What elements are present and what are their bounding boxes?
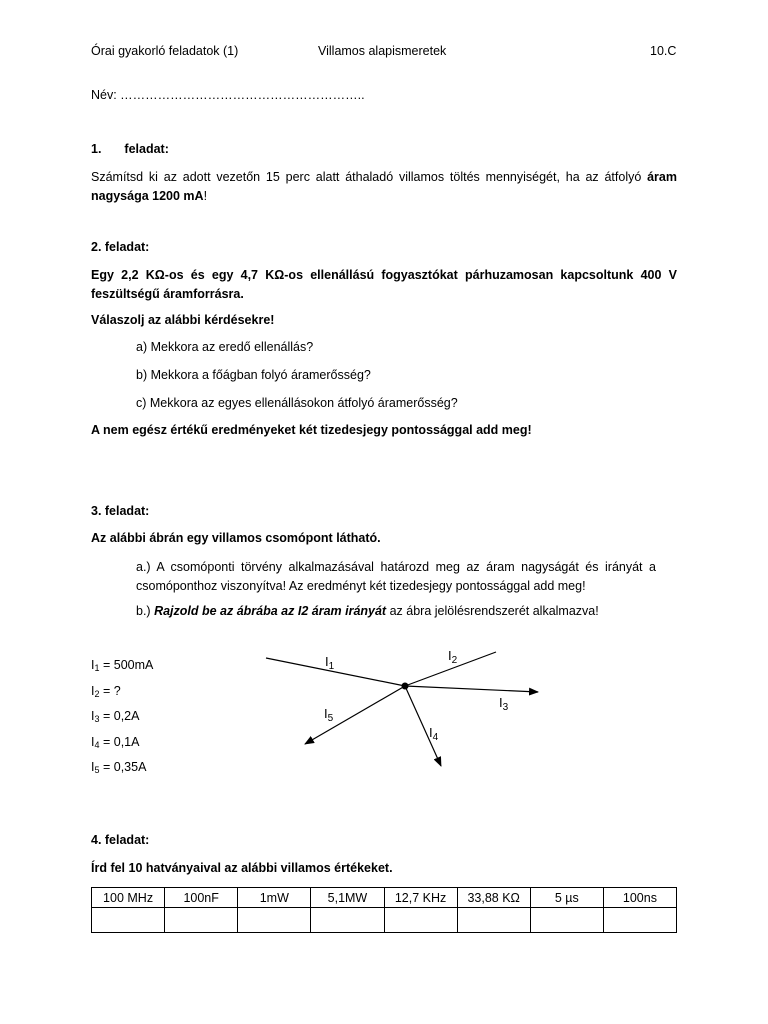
- diagram-label-i4: $I_4$: [429, 725, 439, 743]
- value-cell: 100 MHz: [92, 888, 165, 908]
- value-cell: 5,1MW: [311, 888, 384, 908]
- answer-cell[interactable]: [165, 908, 238, 933]
- task3-title: 3. feladat:: [91, 504, 150, 518]
- diagram-label-i3: $I_3$: [499, 695, 509, 713]
- task3-item-b-suffix: az ábra jelölésrendszerét alkalmazva!: [386, 604, 599, 618]
- task3-item-b-prefix: b.): [136, 604, 155, 618]
- task2-question-c: c) Mekkora az egyes ellenállásokon átfolyó áramerősség?: [136, 396, 458, 410]
- answer-cell[interactable]: [457, 908, 530, 933]
- task1-number: 1.: [91, 142, 102, 156]
- node-diagram: [250, 640, 550, 770]
- task2-statement: Egy 2,2 KΩ-os és egy 4,7 KΩ-os ellenállású fogyasztókat párhuzamosan kapcsoltunk 400 V feszültségű áramforrásra.: [91, 268, 677, 301]
- current-i1: $I_1 = 500mA$: [91, 658, 154, 673]
- task1-text-bold: áram nagysága 1200 mA: [91, 170, 677, 203]
- task4-statement: Írd fel 10 hatványaival az alábbi villamos értékeket.: [91, 861, 393, 875]
- task1-title-word: feladat:: [124, 142, 169, 156]
- task2-note: A nem egész értékű eredményeket két tizedesjegy pontossággal add meg!: [91, 423, 532, 437]
- diagram-label-i2: $I_2$: [448, 648, 458, 666]
- header-title-center: Villamos alapismeretek: [318, 44, 447, 58]
- values-header-row: [92, 888, 677, 908]
- wire-i1: [266, 658, 405, 686]
- task2-title: 2. feladat:: [91, 240, 150, 254]
- header-subject-left: Órai gyakorló feladatok (1): [91, 44, 239, 58]
- task3-statement: Az alábbi ábrán egy villamos csomópont látható.: [91, 531, 381, 545]
- header-class-right: 10.C: [650, 44, 677, 58]
- diagram-label-i5: $I_5$: [324, 706, 334, 724]
- task4-title: 4. feladat:: [91, 833, 150, 847]
- arrow-i5: [305, 686, 405, 744]
- answer-cell[interactable]: [311, 908, 384, 933]
- current-i3: $I_3 = 0,2A$: [91, 709, 140, 724]
- current-i2: $I_2$ = ?: [91, 684, 121, 699]
- answer-row: [92, 908, 677, 933]
- diagram-label-i1: $I_1$: [325, 654, 335, 672]
- answer-cell[interactable]: [238, 908, 311, 933]
- current-i5: $I_5 = 0,35A$: [91, 760, 147, 775]
- task3-item-b: [136, 604, 599, 618]
- name-line: Név: …………………………………………………..: [91, 88, 365, 102]
- task2-question-b: b) Mekkora a főágban folyó áramerősség?: [136, 368, 371, 382]
- task3-item-b-bold: Rajzold be az ábrába az I2 áram irányát: [154, 604, 387, 618]
- task1-text: [91, 168, 677, 206]
- task2-question-a: a) Mekkora az eredő ellenállás?: [136, 340, 314, 354]
- value-cell: 33,88 KΩ: [457, 888, 530, 908]
- answer-cell[interactable]: [603, 908, 676, 933]
- task1-text-plain: Számítsd ki az adott vezetőn 15 perc alatt áthaladó villamos töltés mennyiségét, ha az átfolyó: [91, 170, 648, 184]
- value-cell: 1mW: [238, 888, 311, 908]
- value-cell: 5 µs: [530, 888, 603, 908]
- task1-text-end: !: [203, 189, 208, 203]
- value-cell: 12,7 KHz: [384, 888, 457, 908]
- task2-prompt: Válaszolj az alábbi kérdésekre!: [91, 313, 275, 327]
- arrow-i3: [405, 686, 538, 692]
- value-cell: 100nF: [165, 888, 238, 908]
- answer-cell[interactable]: [530, 908, 603, 933]
- node-dot: [402, 683, 409, 690]
- task3-item-a: a.) A csomóponti törvény alkalmazásával határozd meg az áram nagyságát és irányát a csomóponthoz viszonyítva! Az eredményt két tizedesjegy pontossággal add meg!: [136, 560, 656, 593]
- current-i4: $I_4 = 0,1A$: [91, 735, 140, 750]
- arrow-i4: [405, 686, 441, 766]
- task1-title: [91, 142, 169, 156]
- answer-cell[interactable]: [92, 908, 165, 933]
- values-table: [91, 887, 677, 933]
- answer-cell[interactable]: [384, 908, 457, 933]
- value-cell: 100ns: [603, 888, 676, 908]
